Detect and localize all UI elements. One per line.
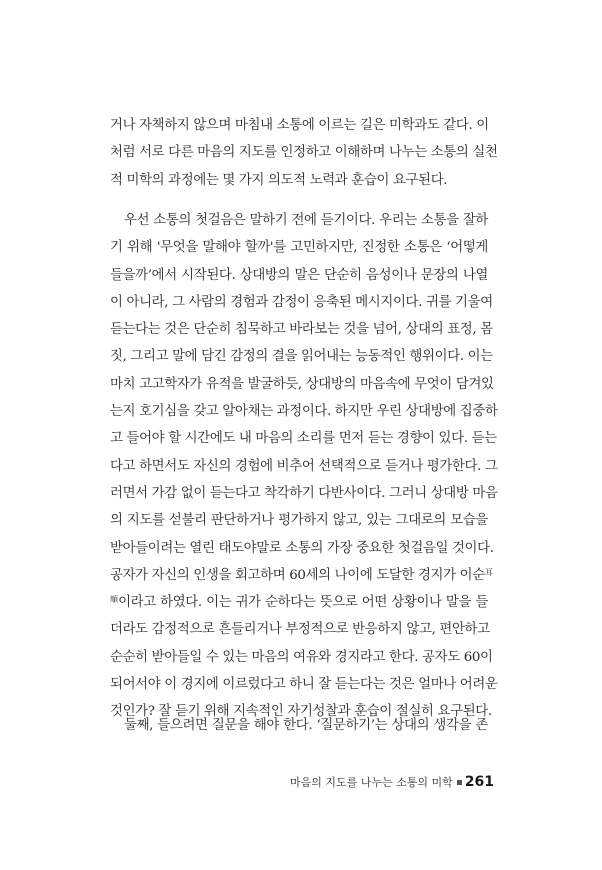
- text-line: 더라도 감정적으로 흔들리거나 부정적으로 반응하지 않고, 편안하고: [110, 622, 490, 638]
- text-line: 되어서야 이 경지에 이르렀다고 하니 잘 듣는다는 것은 얼마나 어려운: [110, 677, 498, 693]
- text-line: 는지 호기심을 갖고 알아채는 과정이다. 하지만 우린 상대방에 집중하: [110, 404, 498, 420]
- text-line: 다고 하면서도 자신의 경험에 비추어 선택적으로 듣거나 평가한다. 그: [110, 458, 498, 474]
- page-number: 261: [464, 774, 494, 790]
- paragraph-1: [110, 112, 498, 194]
- text-line: 듣는다는 것은 단순히 침묵하고 바라보는 것을 넘어, 상대의 표정, 몸: [110, 322, 493, 338]
- text-line-with-hanja: [110, 562, 493, 589]
- text-line: 짓, 그리고 말에 담긴 감정의 결을 읽어내는 능동적인 행위이다. 이는: [110, 349, 493, 365]
- text-fragment: 공자가 자신의 인생을 회고하며 60세의 나이에 도달한 경지가 이순: [110, 567, 485, 583]
- text-line: 처럼 서로 다른 마음의 지도를 인정하고 이해하며 나누는 소통의 실천: [110, 145, 498, 161]
- separator-square-icon: [457, 780, 462, 785]
- text-line: 거나 자책하지 않으며 마침내 소통에 이르는 길은 미학과도 같다. 이: [110, 118, 489, 133]
- text-line: 적 미학의 과정에는 몇 가지 의도적 노력과 훈습이 요구된다.: [110, 172, 448, 188]
- paragraph-3: [110, 712, 488, 739]
- text-line: 둘째, 들으려면 질문을 해야 한다. ‘질문하기’는 상대의 생각을 존: [124, 718, 488, 733]
- text-line: 마치 고고학자가 유적을 발굴하듯, 상대방의 마음속에 무엇이 담겨있: [110, 376, 494, 392]
- text-line: 순순히 받아들일 수 있는 마음의 여유와 경지라고 한다. 공자도 60이: [110, 649, 493, 665]
- text-line: 러면서 가감 없이 듣는다고 착각하기 다반사이다. 그러니 상대방 마음: [110, 485, 498, 501]
- text-line: 것인가? 잘 듣기 위해 지속적인 자기성찰과 훈습이 절실히 요구된다.: [110, 704, 492, 720]
- hanja-annotation: 耳: [484, 567, 493, 577]
- text-line: 우선 소통의 첫걸음은 말하기 전에 듣기이다. 우리는 소통을 잘하: [124, 213, 488, 228]
- running-title: 마음의 지도를 나누는 소통의 미학: [290, 776, 453, 789]
- text-line: 기 위해 '무엇을 말해야 할까'를 고민하지만, 진정한 소통은 ‘어떻게: [110, 240, 488, 256]
- text-line-with-hanja: [110, 589, 488, 616]
- text-fragment: 이라고 하였다. 이는 귀가 순하다는 뜻으로 어떤 상황이나 말을 들: [118, 595, 488, 611]
- text-line: 받아들이려는 열린 태도야말로 소통의 가장 중요한 첫걸음일 것이다.: [110, 540, 494, 556]
- text-line: 의 지도를 섣불리 판단하거나 평가하지 않고, 있는 그대로의 모습을: [110, 513, 488, 529]
- page-footer: [290, 772, 494, 793]
- text-line: 고 들어야 할 시간에도 내 마음의 소리를 먼저 듣는 경향이 있다. 듣는: [110, 431, 497, 447]
- text-line: 들을까’에서 시작된다. 상대방의 말은 단순히 음성이나 문장의 나열: [110, 267, 488, 283]
- text-line: 이 아니라, 그 사람의 경험과 감정이 응축된 메시지이다. 귀를 기울여: [110, 294, 493, 310]
- hanja-annotation: 順: [110, 595, 119, 605]
- paragraph-2: [110, 207, 498, 726]
